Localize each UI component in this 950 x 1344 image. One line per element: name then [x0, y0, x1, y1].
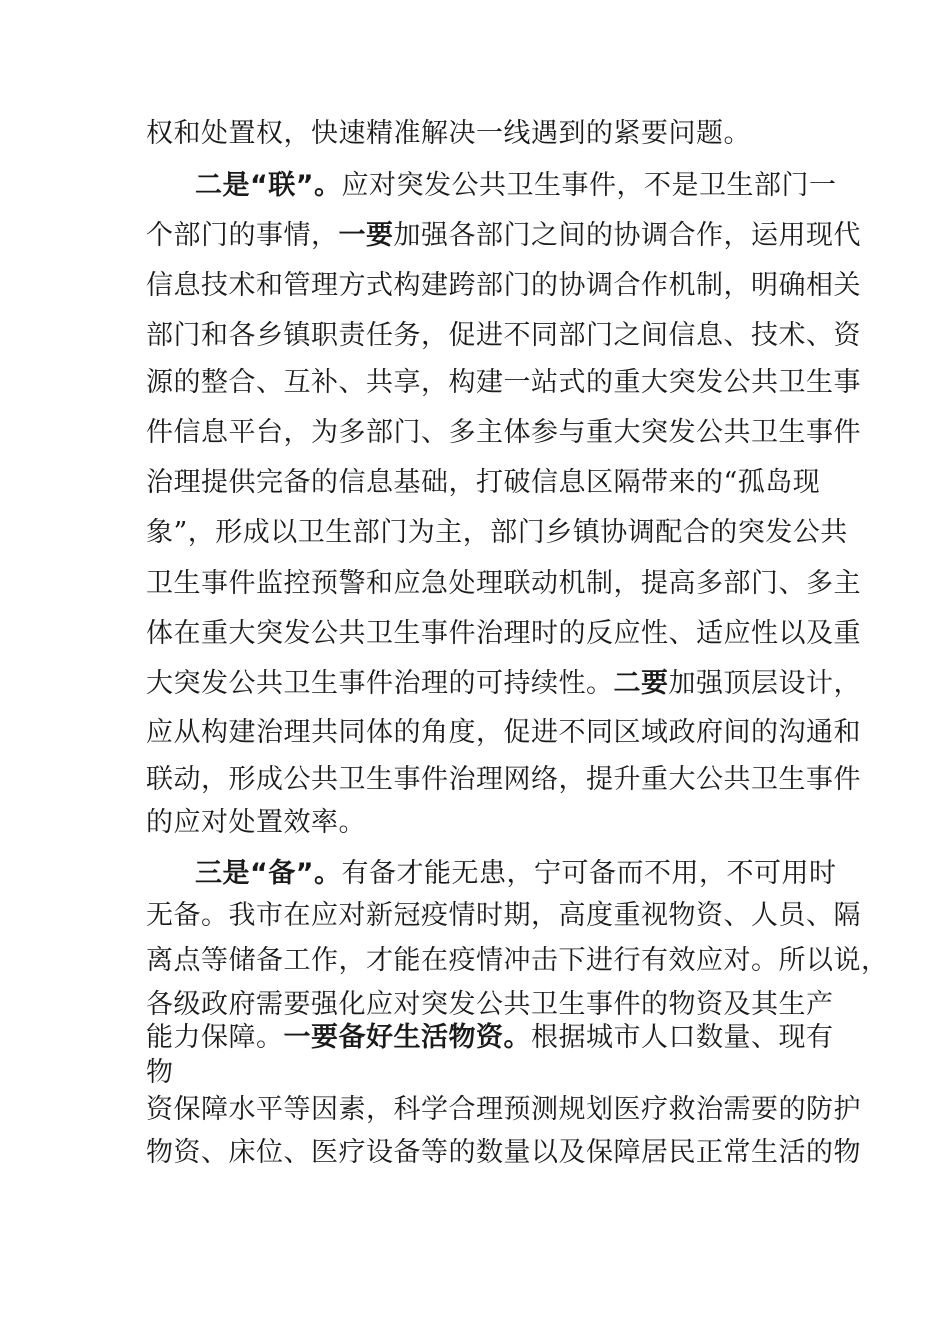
text-line: 体在重大突发公共卫生事件治理时的反应性、适应性以及重	[146, 618, 861, 649]
text-line: 治理提供完备的信息基础，打破信息区隔带来的“孤岛现	[146, 467, 821, 498]
bold-term: 一要备好生活物资。	[283, 1022, 531, 1053]
bold-heading: 三是“备”。	[195, 858, 342, 889]
text-line: 无备。我市在应对新冠疫情时期，高度重视物资、人员、隔	[146, 900, 861, 931]
bold-term: 二要	[613, 668, 669, 699]
text-line: 资保障水平等因素，科学合理预测规划医疗救治需要的防护	[146, 1094, 861, 1125]
text-line: 象”，形成以卫生部门为主，部门乡镇协调配合的突发公共	[146, 517, 848, 548]
text-line: 二是“联”。应对突发公共卫生事件，不是卫生部门一	[195, 170, 837, 201]
text-line: 应从构建治理共同体的角度，促进不同区域政府间的沟通和	[146, 717, 861, 748]
text-line: 物	[146, 1057, 174, 1088]
text-line: 卫生事件监控预警和应急处理联动机制，提高多部门、多主	[146, 568, 861, 599]
text-line: 大突发公共卫生事件治理的可持续性。二要加强顶层设计，	[146, 668, 861, 699]
text-line: 物资、床位、医疗设备等的数量以及保障居民正常生活的物	[146, 1137, 861, 1168]
text-line: 三是“备”。有备才能无患，宁可备而不用，不可用时	[195, 858, 837, 889]
bold-term: 一要	[338, 220, 394, 251]
text-line: 各级政府需要强化应对突发公共卫生事件的物资及其生产	[146, 989, 834, 1020]
text-line: 部门和各乡镇职责任务，促进不同部门之间信息、技术、资	[146, 320, 861, 351]
text-line: 个部门的事情，一要加强各部门之间的协调合作，运用现代	[146, 220, 861, 251]
text-line: 联动，形成公共卫生事件治理网络，提升重大公共卫生事件	[146, 764, 861, 795]
text-line: 权和处置权，快速精准解决一线遇到的紧要问题。	[146, 118, 751, 149]
bold-heading: 二是“联”。	[195, 170, 342, 201]
text-line: 离点等储备工作，才能在疫情冲击下进行有效应对。所以说，	[146, 945, 889, 976]
text-line: 的应对处置效率。	[146, 807, 366, 838]
text-line: 信息技术和管理方式构建跨部门的协调合作机制，明确相关	[146, 270, 861, 301]
text-line: 能力保障。一要备好生活物资。根据城市人口数量、现有	[146, 1022, 834, 1053]
text-line: 源的整合、互补、共享，构建一站式的重大突发公共卫生事	[146, 367, 861, 398]
text-line: 件信息平台，为多部门、多主体参与重大突发公共卫生事件	[146, 417, 861, 448]
